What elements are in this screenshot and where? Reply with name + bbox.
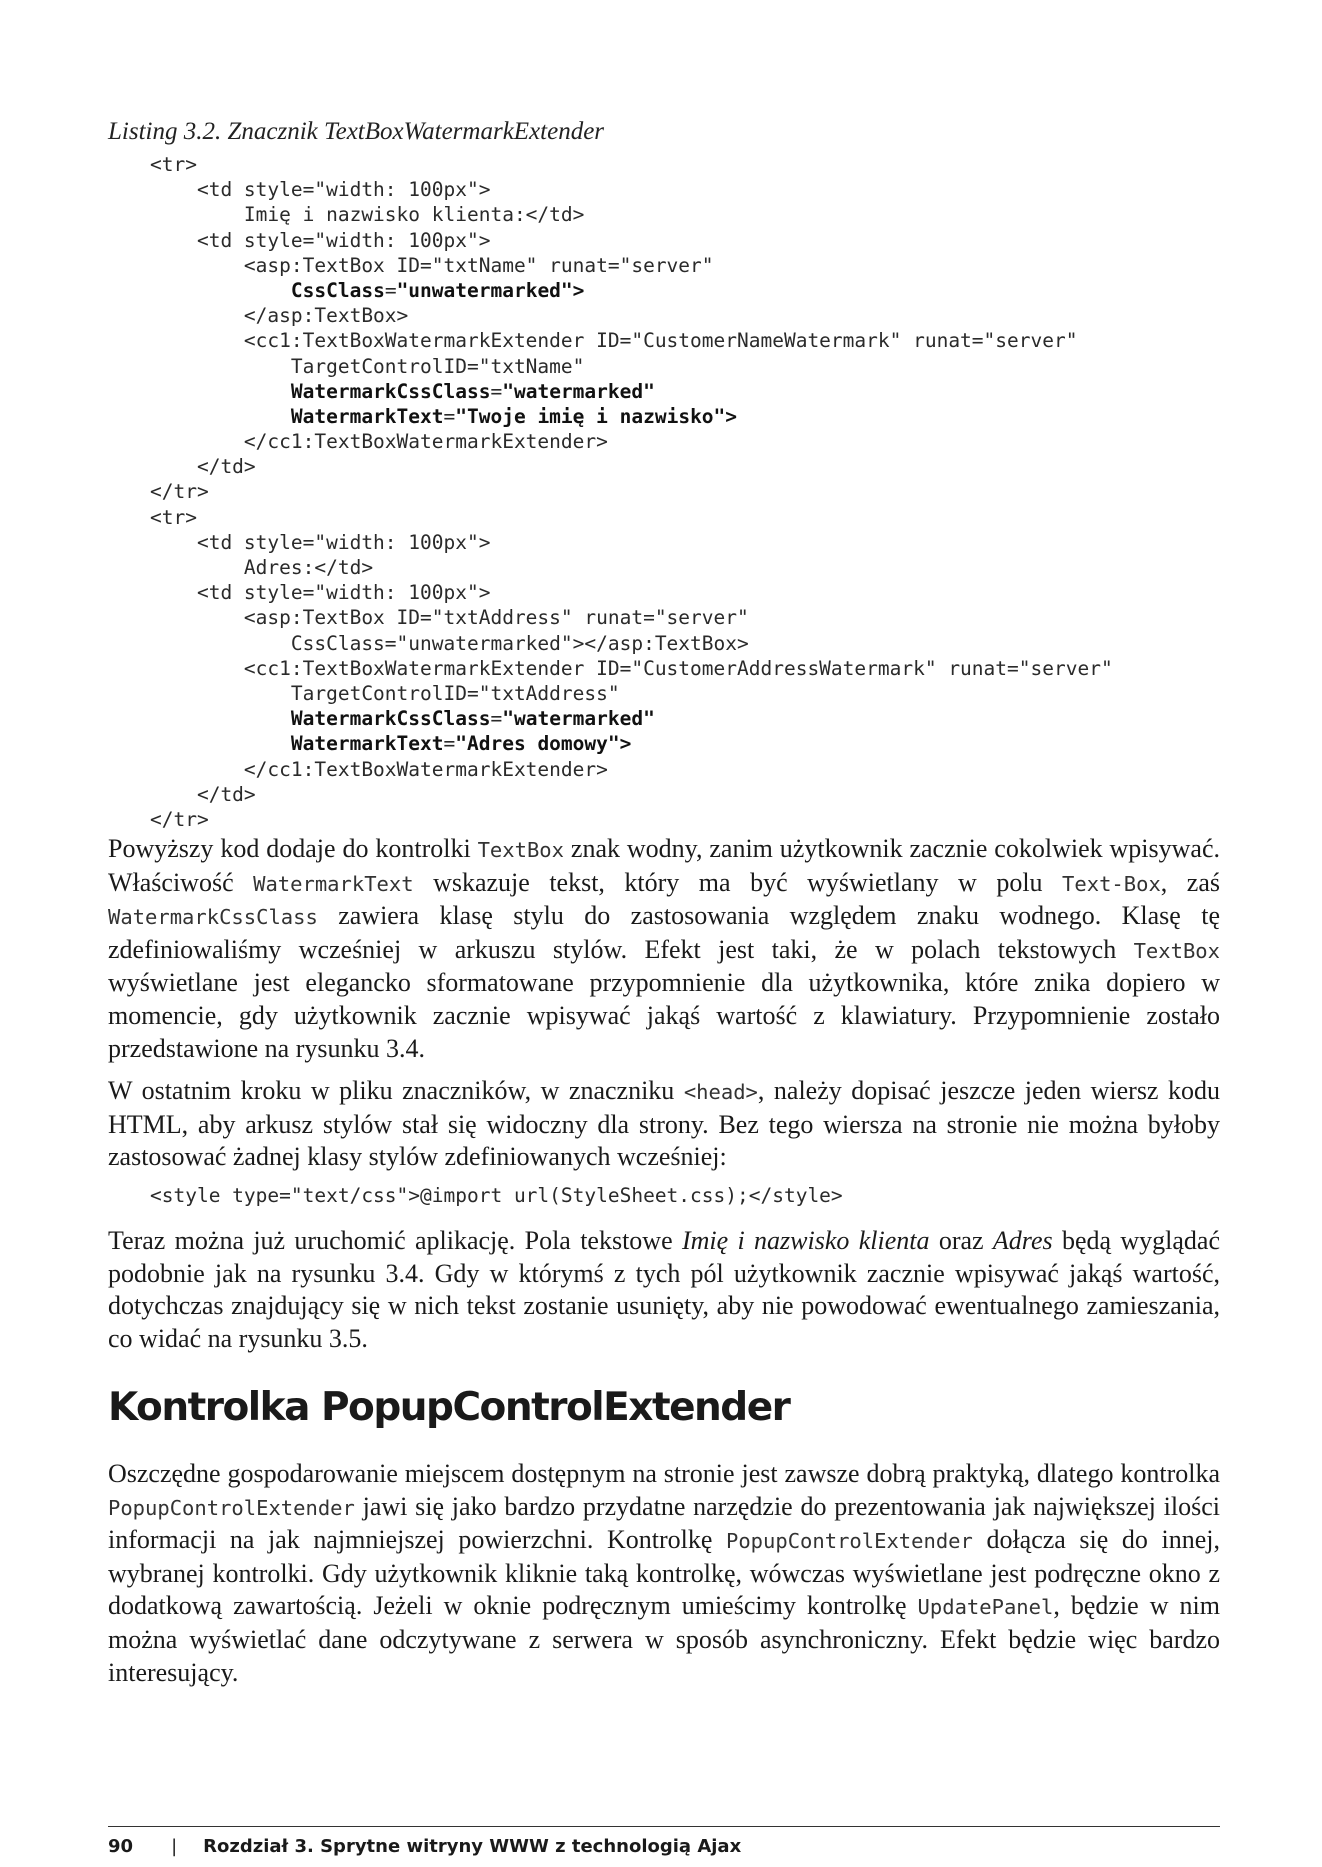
text-run: W ostatnim kroku w pliku znaczników, w znaczniku	[108, 1076, 684, 1105]
code-line	[150, 278, 1113, 303]
code-style-import: <style type="text/css">@import url(StyleSheet.css);</style>	[150, 1184, 843, 1207]
listing-caption: Listing 3.2. Znacznik TextBoxWatermarkExtender	[108, 118, 605, 145]
code-fragment: "Twoje imię i nazwisko">	[455, 404, 738, 428]
code-fragment: <td style="width: 100px">	[150, 530, 491, 554]
text-run: oraz	[929, 1226, 993, 1255]
code-line	[150, 530, 1113, 555]
code-line	[150, 328, 1113, 353]
page-number: 90	[108, 1836, 134, 1857]
code-line	[150, 631, 1113, 656]
text-run: Powyższy kod dodaje do kontrolki	[108, 834, 478, 863]
code-fragment: </td>	[150, 455, 256, 479]
code-fragment: <asp:TextBox ID="txtAddress" runat="server"	[150, 606, 749, 630]
code-fragment: WatermarkCssClass	[290, 707, 491, 731]
code-fragment: <cc1:TextBoxWatermarkExtender ID="CustomerNameWatermark" runat="server"	[150, 329, 1078, 353]
code-fragment: </tr>	[150, 480, 209, 504]
code-fragment: Adres:</td>	[150, 556, 374, 579]
inline-code: WatermarkCssClass	[108, 905, 318, 930]
code-fragment: </asp:TextBox>	[150, 304, 409, 328]
code-line	[150, 605, 1113, 630]
code-line	[150, 681, 1113, 706]
code-fragment: =	[443, 732, 456, 756]
code-fragment: <tr>	[150, 153, 197, 176]
italic-text: Adres	[992, 1226, 1053, 1255]
code-fragment: <td style="width: 100px">	[150, 581, 491, 605]
code-fragment: "unwatermarked">	[396, 278, 585, 302]
code-line	[150, 807, 1113, 832]
code-line	[150, 731, 1113, 756]
page-footer	[108, 1836, 741, 1857]
code-line	[150, 706, 1113, 731]
inline-code: PopupControlExtender	[726, 1529, 973, 1554]
code-fragment: "watermarked"	[502, 379, 655, 403]
code-line	[150, 479, 1113, 504]
code-fragment: </tr>	[150, 807, 209, 831]
paragraph-watermark-description	[108, 833, 1220, 1065]
code-line	[150, 152, 1113, 177]
chapter-title: Rozdział 3. Sprytne witryny WWW z technologią Ajax	[203, 1836, 742, 1857]
code-line	[150, 555, 1113, 580]
inline-code: TextBox	[477, 838, 564, 862]
code-fragment: </td>	[150, 782, 256, 806]
footer-rule	[108, 1826, 1220, 1827]
text-run: Teraz można już uruchomić aplikację. Pola tekstowe	[108, 1226, 682, 1255]
code-fragment: WatermarkCssClass	[290, 379, 491, 403]
inline-code: UpdatePanel	[917, 1595, 1054, 1620]
text-run: wskazuje tekst, który ma być wyświetlany w polu	[413, 867, 1063, 897]
italic-text: Imię i nazwisko klienta	[681, 1226, 930, 1255]
code-fragment: CssClass="unwatermarked"></asp:TextBox>	[150, 631, 749, 655]
code-line	[150, 379, 1113, 404]
code-fragment	[150, 707, 291, 730]
code-line	[150, 404, 1113, 429]
code-fragment: =	[384, 278, 397, 302]
text-run: będą wyglądać podobnie jak na rysunku 3.4. Gdy w którymś z tych pól użytkownik zacznie wpisywać jakąś wartość, dotychczas znajdujący się w nich tekst zostanie usunięty, aby nie powodować ewentualnego zamieszania, co widać na rysunku 3.5.	[108, 1226, 1221, 1353]
text-run: zawiera klasę stylu do zastosowania względem znaku wodnego. Klasę tę zdefiniowaliśmy wcześniej w arkuszu stylów. Efekt jest taki, że w polach tekstowych	[108, 901, 1220, 964]
code-fragment: <asp:TextBox ID="txtName" runat="server"	[150, 253, 714, 277]
paragraph-stylesheet-instruction	[108, 1075, 1220, 1174]
code-fragment: =	[490, 707, 503, 731]
code-fragment: </cc1:TextBoxWatermarkExtender>	[150, 430, 608, 454]
text-run: , będzie w nim można wyświetlać dane odczytywane z serwera w sposób asynchroniczny. Efekt będzie więc bardzo interesujący.	[108, 1591, 1220, 1687]
code-line	[150, 303, 1113, 328]
code-line	[150, 177, 1113, 202]
code-fragment: </cc1:TextBoxWatermarkExtender>	[150, 757, 608, 781]
section-heading: Kontrolka PopupControlExtender	[108, 1385, 790, 1430]
code-fragment	[150, 380, 291, 403]
code-fragment: <tr>	[150, 505, 197, 529]
code-fragment: <td style="width: 100px">	[150, 228, 491, 252]
code-line	[150, 580, 1113, 605]
code-fragment: "Adres domowy">	[455, 732, 632, 756]
code-line	[150, 228, 1113, 253]
code-line	[150, 429, 1113, 454]
code-fragment	[150, 279, 291, 302]
code-listing	[150, 152, 1113, 832]
inline-code: TextBox	[1133, 938, 1220, 963]
paragraph-run-application	[108, 1225, 1220, 1355]
code-line	[150, 782, 1113, 807]
code-line	[150, 656, 1113, 681]
code-line	[150, 757, 1113, 782]
text-run: dołącza się do innej, wybranej kontrolki. Gdy użytkownik kliknie taką kontrolkę, wówczas wyświetlane jest podręczne okno z dodatkową zawartością. Jeżeli w oknie podręcznym umieścimy kontrolkę	[108, 1525, 1220, 1621]
code-fragment: <cc1:TextBoxWatermarkExtender ID="CustomerAddressWatermark" runat="server"	[150, 656, 1113, 680]
code-fragment	[150, 732, 291, 755]
code-fragment	[150, 405, 291, 428]
code-fragment: Imię i nazwisko klienta:</td>	[150, 203, 585, 227]
paragraph-popup-control	[108, 1458, 1220, 1689]
code-fragment: "watermarked"	[502, 707, 655, 731]
inline-code: <head>	[683, 1080, 758, 1104]
inline-code: PopupControlExtender	[108, 1495, 355, 1520]
inline-code: WatermarkText	[253, 871, 414, 896]
code-line	[150, 454, 1113, 479]
footer-separator: |	[171, 1836, 178, 1857]
text-run: wyświetlane jest elegancko sformatowane przypomnienie dla użytkownika, które znika dopiero w momencie, gdy użytkownik zacznie wpisywać jakąś wartość z klawiatury. Przypomnienie zostało przedstawione na rysunku 3.4.	[108, 968, 1220, 1063]
code-fragment: CssClass	[290, 278, 385, 302]
code-line	[150, 354, 1113, 379]
code-line	[150, 505, 1113, 530]
code-fragment: =	[443, 404, 456, 428]
code-line	[150, 202, 1113, 227]
inline-code: Text-Box	[1062, 871, 1161, 896]
code-fragment: TargetControlID="txtName"	[150, 354, 585, 378]
text-run: , należy dopisać jeszcze jeden wiersz kodu HTML, aby arkusz stylów stał się widoczny dla strony. Bez tego wiersza na stronie nie można byłoby zastosować żadnej klasy stylów zdefiniowanych wcześniej:	[108, 1076, 1220, 1172]
code-fragment: <td style="width: 100px">	[150, 178, 491, 202]
code-line	[150, 253, 1113, 278]
code-fragment: WatermarkText	[290, 404, 444, 428]
text-run: jawi się jako bardzo przydatne narzędzie do prezentowania jak największej ilości informacji na jak najmniejszej powierzchni. Kontrolkę	[108, 1491, 1220, 1555]
text-run: znak wodny, zanim użytkownik zacznie cokolwiek wpisywać. Właściwość	[108, 834, 1220, 897]
text-run: Oszczędne gospodarowanie miejscem dostępnym na stronie jest zawsze dobrą praktyką, dlatego kontrolka	[108, 1459, 1220, 1488]
code-fragment: TargetControlID="txtAddress"	[150, 681, 620, 705]
code-fragment: WatermarkText	[290, 732, 444, 756]
code-fragment: =	[490, 379, 503, 403]
text-run: , zaś	[1160, 867, 1220, 897]
